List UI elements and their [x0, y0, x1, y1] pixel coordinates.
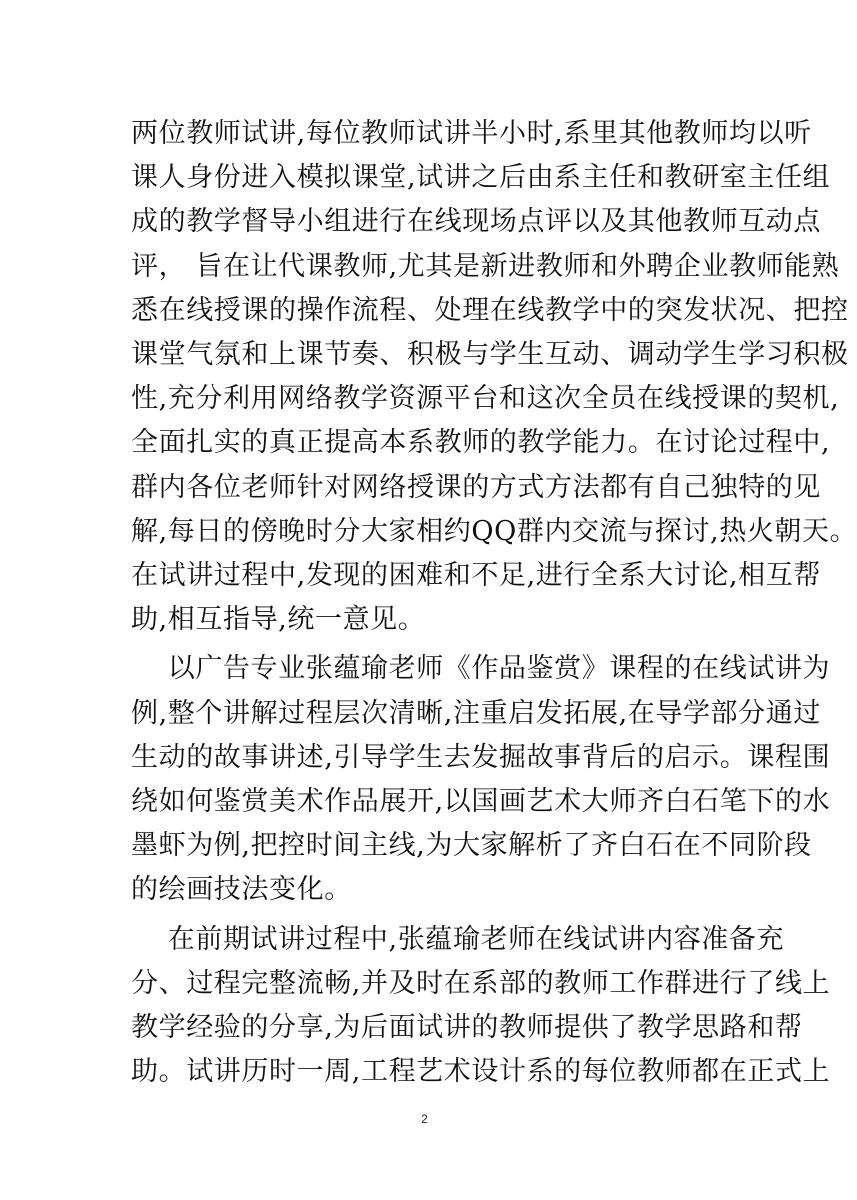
- paragraph-3: [131, 918, 831, 1095]
- text-line: 以广告专业张蕴瑜老师《作品鉴赏》课程的在线试讲为: [131, 653, 831, 685]
- text-line: 课堂气氛和上课节奏、积极与学生互动、调动学生学习积极: [131, 339, 849, 371]
- text-line: 全面扎实的真正提高本系教师的教学能力。在讨论过程中,: [131, 427, 831, 459]
- text-line: 解,每日的傍晚时分大家相约QQ群内交流与探讨,热火朝天。: [131, 515, 857, 547]
- text-line: 的绘画技法变化。: [131, 874, 352, 906]
- text-line: 墨虾为例,把控时间主线,为大家解析了齐白石在不同阶段: [131, 830, 812, 862]
- text-line: 教学经验的分享,为后面试讲的教师提供了教学思路和帮: [131, 1012, 803, 1044]
- text-line: 例,整个讲解过程层次清晰,注重启发拓展,在导学部分通过: [131, 697, 821, 729]
- text-line: 成的教学督导小组进行在线现场点评以及其他教师互动点: [131, 206, 821, 238]
- text-line: 课人身份进入模拟课堂,试讲之后由系主任和教研室主任组: [131, 162, 831, 194]
- text-line: 生动的故事讲述,引导学生去发掘故事背后的启示。课程围: [131, 741, 831, 773]
- paragraph-1: [131, 112, 857, 642]
- text-line: 两位教师试讲,每位教师试讲半小时,系里其他教师均以听: [131, 118, 812, 149]
- text-line: 群内各位老师针对网络授课的方式方法都有自己独特的见: [131, 471, 821, 503]
- text-line: 悉在线授课的操作流程、处理在线教学中的突发状况、把控: [131, 294, 849, 326]
- text-line: 评， 旨在让代课教师,尤其是新进教师和外聘企业教师能熟: [131, 250, 840, 282]
- text-line: 助,相互指导,统一意见。: [131, 604, 426, 636]
- paragraph-2: [131, 647, 831, 912]
- text-line: 性,充分利用网络教学资源平台和这次全员在线授课的契机,: [131, 383, 840, 415]
- text-line: 在试讲过程中,发现的困难和不足,进行全系大讨论,相互帮: [131, 560, 821, 592]
- document-body: [131, 112, 857, 1094]
- page-number: 2: [421, 1112, 428, 1126]
- text-line: 在前期试讲过程中,张蕴瑜老师在线试讲内容准备充: [131, 923, 785, 955]
- text-line: 绕如何鉴赏美术作品展开,以国画艺术大师齐白石笔下的水: [131, 786, 831, 818]
- text-line: 分、过程完整流畅,并及时在系部的教师工作群进行了线上: [131, 967, 831, 999]
- text-line: 助。试讲历时一周,工程艺术设计系的每位教师都在正式上: [131, 1056, 831, 1088]
